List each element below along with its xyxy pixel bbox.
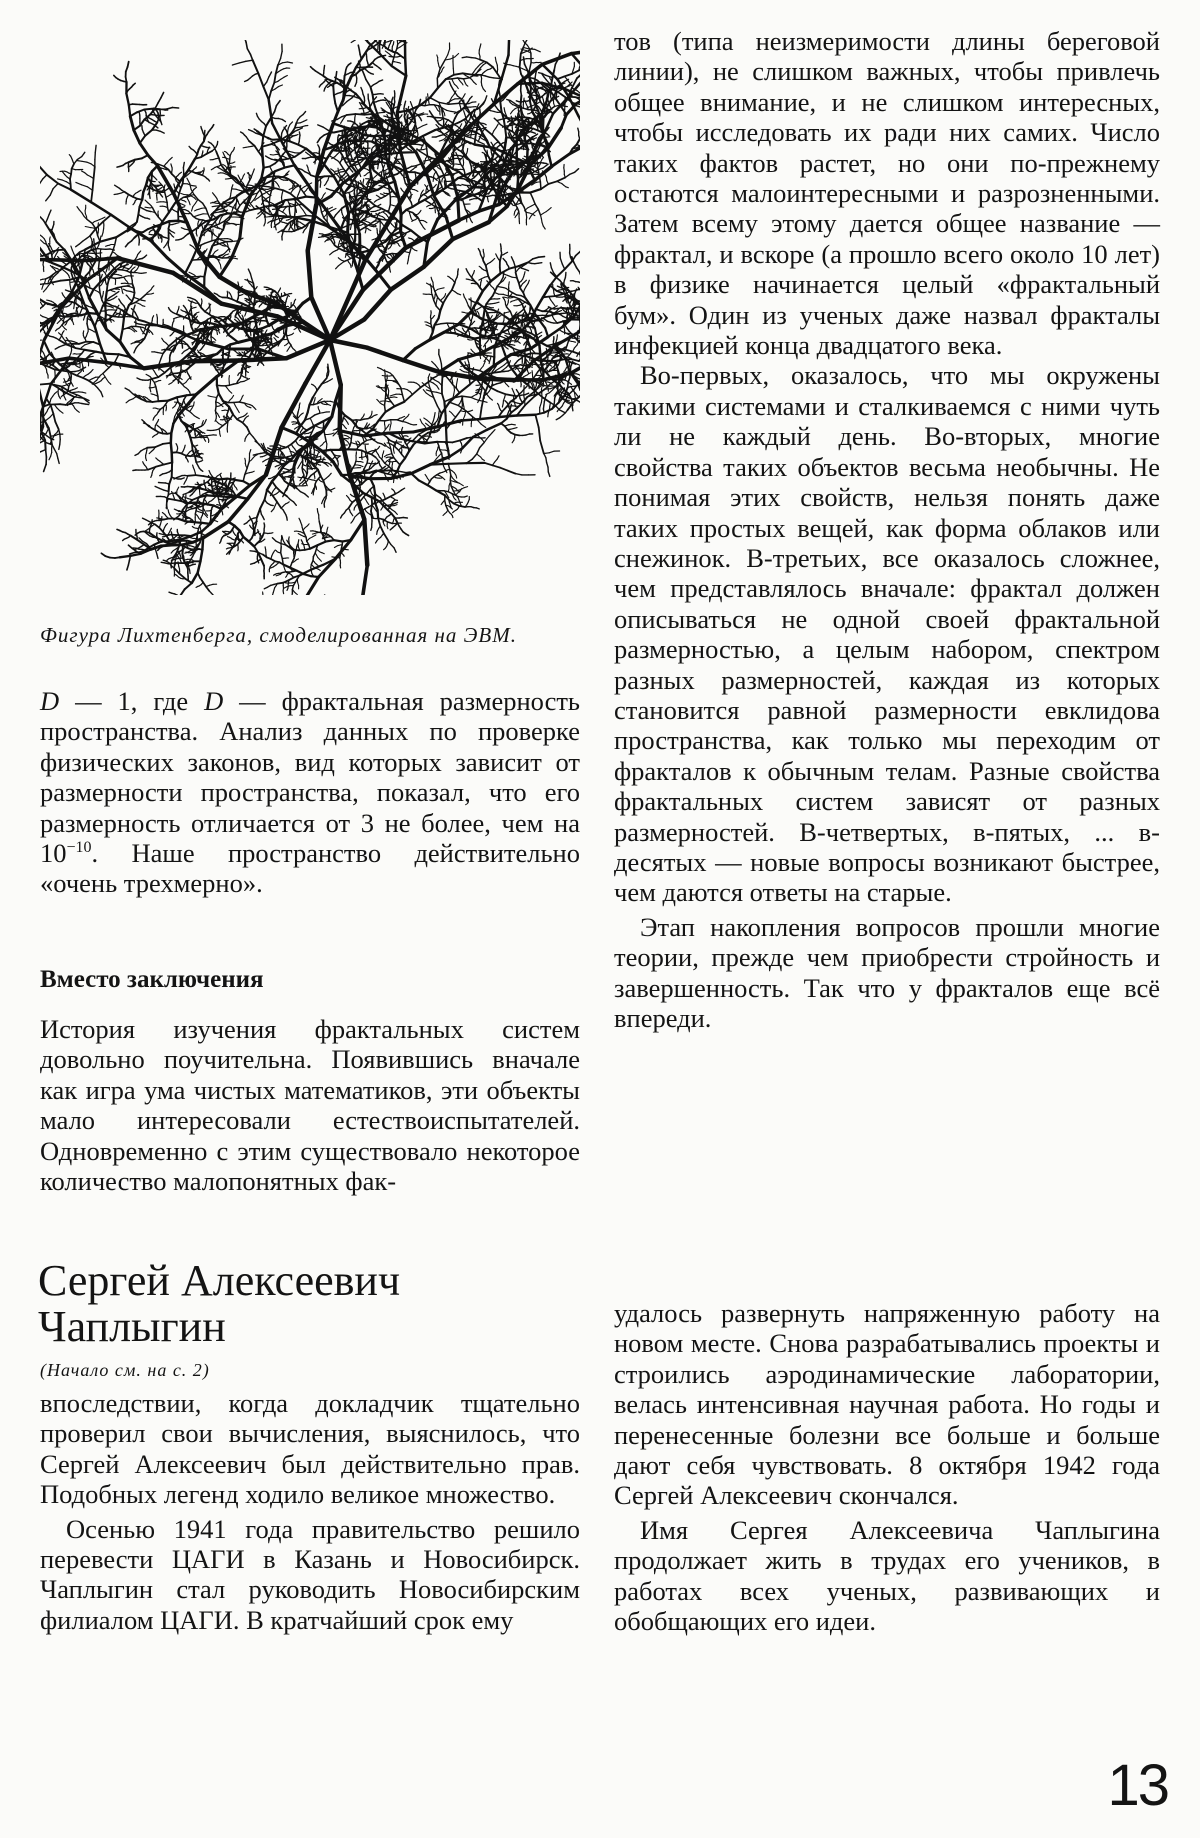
- article-left-paragraph-1: впоследствии, когда докладчик тщательно проверил свои вычисления, выяснилось, что Сергей Алексеевич был действительно прав. Подобных легенд ходило великое множество.: [40, 1388, 580, 1510]
- right-column-top: [614, 26, 1160, 1033]
- lichtenberg-figure: [40, 40, 580, 595]
- article-left-column: [40, 1388, 580, 1635]
- left-column-top: [40, 686, 580, 899]
- right-paragraph-1: тов (типа неизмеримости длины береговой линии), не слишком важных, чтобы привлечь общее внимание, и не слишком интересных, чтобы исследовать их ради них самих. Число таких фактов растет, но они по-прежнему остаются малоинтересными и разрозненными. Затем всему этому дается общее название — фрактал, и вскоре (а прошло всего около 10 лет) в физике начинается целый «фрактальный бум». Один из ученых даже назвал фракталы инфекцией конца двадцатого века.: [614, 26, 1160, 361]
- article-left-paragraph-2: Осенью 1941 года правительство решило перевести ЦАГИ в Казань и Новосибирск. Чаплыгин стал руководить Новосибирским филиалом ЦАГИ. В кратчайший срок ему: [40, 1513, 580, 1635]
- figure-caption: Фигура Лихтенберга, смоделированная на ЭВМ.: [40, 623, 517, 647]
- left-column-conclusion: [40, 1014, 580, 1196]
- article-right-paragraph-1: удалось развернуть напряженную работу на новом месте. Снова разрабатывались проекты и строились аэродинамические лаборатории, велась интенсивная научная работа. Но годы и перенесенные болезни все больше и больше дают себя чувствовать. 8 октября 1942 года Сергей Алексеевич скончался.: [614, 1298, 1160, 1511]
- conclusion-paragraph: История изучения фрактальных систем довольно поучительна. Появившись вначале как игра ума чистых математиков, эти объекты мало интересовали естествоиспытателей. Одновременно с этим существовало некоторое количество малопонятных фак-: [40, 1014, 580, 1197]
- right-paragraph-3: Этап накопления вопросов прошли многие теории, прежде чем приобрести стройность и завершенность. Так что у фракталов еще всё впереди.: [614, 911, 1160, 1033]
- article-right-paragraph-2: Имя Сергея Алексеевича Чаплыгина продолжает жить в трудах его учеников, в работах всех ученых, развивающих и обобщающих его идеи.: [614, 1514, 1160, 1637]
- article-right-column: [614, 1298, 1160, 1636]
- lichtenberg-fractal-image: [40, 40, 580, 595]
- continued-note: (Начало см. на с. 2): [40, 1360, 210, 1380]
- article-title: Сергей Алексеевич Чаплыгин: [38, 1256, 401, 1351]
- right-paragraph-2: Во-первых, оказалось, что мы окружены такими системами и сталкиваемся с ними чуть ли не каждый день. Во-вторых, многие свойства таких объектов весьма необычны. Не понимая этих свойств, нельзя понять даже таких простых вещей, как форма облаков или снежинок. В-третьих, все оказалось сложнее, чем представлялось вначале: фрактал должен описываться не одной своей фрактальной размерностью, а целым набором, спектром разных размерностей, каждая из которых становится равной размерности евклидова пространства, как только мы переходим от фракталов к обычным телам. Разные свойства фрактальных систем зависят от разных размерностей. В-четвертых, в-пятых, ... в-десятых — новые вопросы возникают быстрее, чем даются ответы на старые.: [614, 360, 1160, 908]
- dimension-paragraph: D — 1, где D — фрактальная размерность пространства. Анализ данных по проверке физических законов, вид которых зависит от размерности пространства, показал, что его размерность отличается от 3 не более, чем на $10^{-10}$. Наше пространство действительно «очень трехмерно».: [40, 686, 580, 899]
- page-number: 13: [1107, 1753, 1168, 1818]
- section-heading: Вместо заключения: [40, 966, 264, 993]
